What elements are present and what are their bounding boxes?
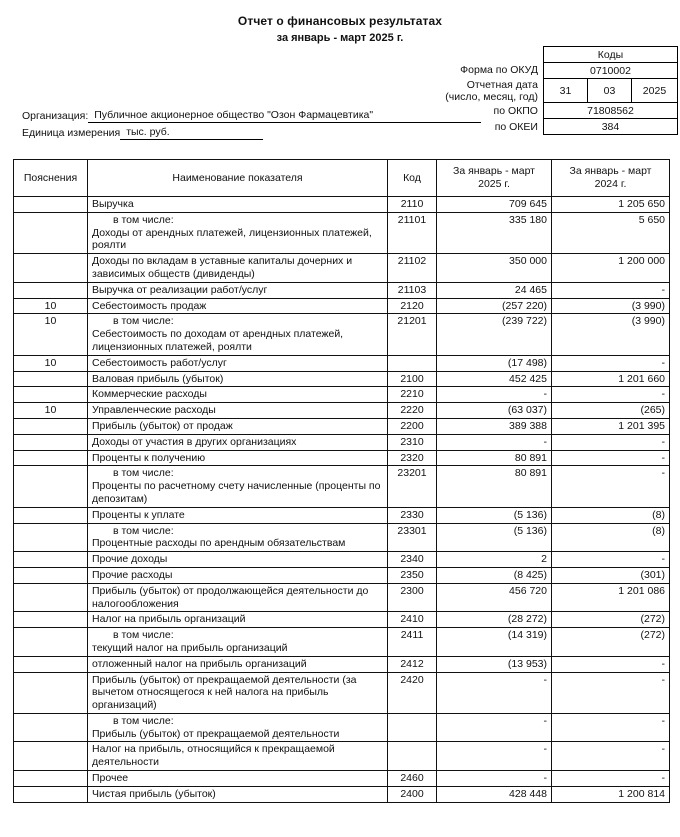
cell-previous-period-value: 1 200 814 (552, 786, 670, 802)
table-row (14, 355, 670, 371)
cell-indicator-name (88, 656, 388, 672)
cell-indicator-name (88, 567, 388, 583)
cell-previous-period-value: (265) (552, 403, 670, 419)
cell-code: 2100 (388, 371, 437, 387)
cell-code: 21201 (388, 314, 437, 355)
table-row (14, 282, 670, 298)
table-row (14, 771, 670, 787)
cell-previous-period-value: - (552, 282, 670, 298)
cell-code: 2412 (388, 656, 437, 672)
indicator-label: Себестоимость по доходам от арендных платежей, лицензионных платежей, роялти (92, 328, 344, 353)
page-title: Отчет о финансовых результатах (237, 14, 443, 28)
indicator-label: Налог на прибыль организаций (92, 613, 246, 626)
cell-previous-period-value: 5 650 (552, 212, 670, 253)
unit-value: тыс. руб. (120, 126, 263, 140)
cell-indicator-name (88, 355, 388, 371)
cell-previous-period-value: - (552, 672, 670, 713)
cell-indicator-name (88, 742, 388, 771)
cell-code: 21101 (388, 212, 437, 253)
cell-note (14, 612, 88, 628)
table-row (14, 786, 670, 802)
cell-previous-period-value: - (552, 742, 670, 771)
indicator-label: Прибыль (убыток) от продаж (92, 419, 233, 432)
cell-previous-period-value: 1 201 086 (552, 583, 670, 612)
report-date-month: 03 (587, 79, 631, 103)
cell-previous-period-value: (8) (552, 507, 670, 523)
cell-current-period-value: (257 220) (437, 298, 552, 314)
okpo-label: по ОКПО (493, 104, 538, 117)
cell-note: 10 (14, 403, 88, 419)
cell-indicator-name (88, 552, 388, 568)
okud-label: Форма по ОКУД (460, 64, 538, 77)
col-header-current-line1: За январь - март (452, 165, 535, 178)
cell-note (14, 466, 88, 507)
cell-code: 2411 (388, 628, 437, 657)
cell-previous-period-value: (272) (552, 612, 670, 628)
cell-indicator-name (88, 387, 388, 403)
cell-previous-period-value: - (552, 450, 670, 466)
cell-code: 2120 (388, 298, 437, 314)
cell-code: 2420 (388, 672, 437, 713)
cell-current-period-value: - (437, 387, 552, 403)
table-row (14, 212, 670, 253)
cell-note (14, 786, 88, 802)
cell-previous-period-value: 1 205 650 (552, 197, 670, 213)
indicator-label: Коммерческие расходы (92, 388, 207, 401)
table-row (14, 387, 670, 403)
cell-note (14, 672, 88, 713)
indicator-label: Прибыль (убыток) от продолжающейся деятельности до налогообложения (92, 584, 369, 610)
cell-note (14, 197, 88, 213)
indicator-label: Себестоимость продаж (92, 299, 207, 312)
table-row (14, 656, 670, 672)
indicator-label: Доходы от арендных платежей, лицензионных платежей, роялти (92, 226, 372, 252)
col-header-previous-line1: За январь - март (569, 165, 652, 178)
cell-code: 2110 (388, 197, 437, 213)
codes-caption-spacer (439, 47, 543, 63)
cell-code: 21103 (388, 282, 437, 298)
table-row (14, 298, 670, 314)
table-row (14, 466, 670, 507)
included-label: в том числе: (113, 213, 174, 226)
report-date-day: 31 (543, 79, 587, 103)
indicator-label: Проценты к уплате (92, 508, 185, 521)
indicator-label: текущий налог на прибыль организаций (92, 641, 288, 654)
cell-code: 23201 (388, 466, 437, 507)
cell-indicator-name (88, 612, 388, 628)
cell-previous-period-value: - (552, 387, 670, 403)
cell-previous-period-value: (301) (552, 567, 670, 583)
cell-previous-period-value: 1 201 395 (552, 418, 670, 434)
cell-note (14, 583, 88, 612)
table-row (14, 507, 670, 523)
okud-value: 0710002 (543, 63, 677, 79)
cell-note (14, 656, 88, 672)
cell-indicator-name (88, 403, 388, 419)
col-header-previous-line2: 2024 г. (594, 178, 627, 190)
cell-code: 2320 (388, 450, 437, 466)
table-header-row (14, 160, 670, 197)
cell-note (14, 450, 88, 466)
table-body (14, 197, 670, 803)
cell-code: 2350 (388, 567, 437, 583)
cell-previous-period-value: 1 201 660 (552, 371, 670, 387)
included-label: в том числе: (113, 629, 174, 642)
table-row (14, 197, 670, 213)
cell-previous-period-value: - (552, 656, 670, 672)
indicator-label: Прочие доходы (92, 553, 168, 566)
cell-note (14, 771, 88, 787)
cell-indicator-name (88, 314, 388, 355)
cell-indicator-name (88, 418, 388, 434)
cell-code: 2300 (388, 583, 437, 612)
cell-code: 2330 (388, 507, 437, 523)
cell-previous-period-value: - (552, 771, 670, 787)
report-date-label (439, 79, 543, 103)
cell-current-period-value: 428 448 (437, 786, 552, 802)
cell-indicator-name (88, 212, 388, 253)
cell-code (388, 713, 437, 742)
cell-current-period-value: (63 037) (437, 403, 552, 419)
cell-current-period-value: 80 891 (437, 466, 552, 507)
cell-previous-period-value: (3 990) (552, 298, 670, 314)
col-header-previous-period (552, 160, 670, 197)
indicator-label: Доходы от участия в других организациях (92, 435, 297, 448)
indicator-label: Доходы по вкладам в уставные капиталы дочерних и зависимых обществ (дивиденды) (92, 255, 353, 280)
report-date-year: 2025 (631, 79, 677, 103)
cell-current-period-value: 350 000 (437, 254, 552, 283)
cell-previous-period-value: (272) (552, 628, 670, 657)
indicator-label: Управленческие расходы (92, 404, 216, 417)
cell-note (14, 254, 88, 283)
indicator-label: Прибыль (убыток) от прекращаемой деятельности (92, 727, 340, 740)
indicator-label: Прочие расходы (92, 568, 173, 581)
cell-indicator-name (88, 466, 388, 507)
table-row (14, 628, 670, 657)
cell-previous-period-value: - (552, 713, 670, 742)
cell-current-period-value: (17 498) (437, 355, 552, 371)
indicator-label: Прочее (92, 772, 129, 785)
indicator-label: Выручка (92, 198, 134, 210)
cell-indicator-name (88, 583, 388, 612)
table-row (14, 552, 670, 568)
cell-previous-period-value: (8) (552, 523, 670, 552)
cell-note (14, 418, 88, 434)
table-row (14, 612, 670, 628)
indicator-label: Себестоимость работ/услуг (92, 356, 227, 369)
cell-note (14, 212, 88, 253)
cell-code (388, 355, 437, 371)
cell-note (14, 742, 88, 771)
cell-indicator-name (88, 450, 388, 466)
cell-indicator-name (88, 523, 388, 552)
cell-previous-period-value: (3 990) (552, 314, 670, 355)
document-header (0, 0, 680, 44)
indicator-label: отложенный налог на прибыль организаций (92, 657, 307, 670)
col-header-current-line2: 2025 г. (478, 178, 510, 190)
cell-indicator-name (88, 197, 388, 213)
col-header-indicator: Наименование показателя (88, 160, 388, 197)
unit-label: Единица измерения (22, 127, 121, 139)
indicator-label: Проценты по расчетному счету начисленные (проценты по депозитам) (92, 480, 381, 505)
cell-current-period-value: (239 722) (437, 314, 552, 355)
cell-previous-period-value: - (552, 355, 670, 371)
col-header-notes: Пояснения (14, 160, 88, 197)
cell-current-period-value: (5 136) (437, 523, 552, 552)
cell-current-period-value: (14 319) (437, 628, 552, 657)
cell-indicator-name (88, 434, 388, 450)
indicator-label: Валовая прибыль (убыток) (92, 372, 224, 385)
cell-current-period-value: (28 272) (437, 612, 552, 628)
cell-current-period-value: 709 645 (437, 197, 552, 213)
cell-current-period-value: 335 180 (437, 212, 552, 253)
cell-indicator-name (88, 786, 388, 802)
cell-previous-period-value: - (552, 552, 670, 568)
cell-current-period-value: (13 953) (437, 656, 552, 672)
cell-current-period-value: - (437, 742, 552, 771)
cell-current-period-value: 389 388 (437, 418, 552, 434)
cell-indicator-name (88, 298, 388, 314)
okei-value: 384 (543, 119, 677, 135)
financial-results-table (13, 159, 669, 803)
table-row (14, 314, 670, 355)
cell-note (14, 371, 88, 387)
included-label: в том числе: (113, 714, 174, 727)
cell-current-period-value: 24 465 (437, 282, 552, 298)
cell-indicator-name (88, 672, 388, 713)
cell-current-period-value: - (437, 672, 552, 713)
cell-current-period-value: - (437, 434, 552, 450)
cell-indicator-name (88, 254, 388, 283)
cell-note: 10 (14, 314, 88, 355)
table-row (14, 403, 670, 419)
indicator-label: Процентные расходы по арендным обязательствам (92, 537, 346, 550)
cell-note (14, 434, 88, 450)
cell-note (14, 507, 88, 523)
table-row (14, 418, 670, 434)
report-date-label-line1: Отчетная дата (466, 78, 538, 91)
indicator-label: Чистая прибыль (убыток) (92, 787, 216, 800)
table-row (14, 450, 670, 466)
cell-current-period-value: (5 136) (437, 507, 552, 523)
indicator-label: Проценты к получению (92, 451, 206, 464)
table-row (14, 567, 670, 583)
indicator-label: Налог на прибыль, относящийся к прекращаемой деятельности (92, 743, 335, 769)
okei-label: по ОКЕИ (494, 120, 538, 133)
table-row (14, 742, 670, 771)
table-row (14, 254, 670, 283)
included-label: в том числе: (113, 467, 174, 480)
cell-code: 23301 (388, 523, 437, 552)
cell-previous-period-value: - (552, 434, 670, 450)
cell-code: 2200 (388, 418, 437, 434)
cell-current-period-value: - (437, 713, 552, 742)
included-label: в том числе: (113, 524, 174, 537)
organization-label: Организация: (22, 110, 89, 122)
cell-current-period-value: 80 891 (437, 450, 552, 466)
cell-current-period-value: 452 425 (437, 371, 552, 387)
page-subtitle: за январь - март 2025 г. (276, 32, 404, 44)
table-row (14, 523, 670, 552)
cell-note (14, 282, 88, 298)
organization-block (0, 106, 680, 140)
cell-note (14, 713, 88, 742)
cell-code: 2340 (388, 552, 437, 568)
cell-code: 2400 (388, 786, 437, 802)
cell-indicator-name (88, 713, 388, 742)
cell-note (14, 387, 88, 403)
organization-value: Публичное акционерное общество "Озон Фармацевтика" (88, 109, 481, 123)
cell-code (388, 742, 437, 771)
cell-current-period-value: 456 720 (437, 583, 552, 612)
cell-indicator-name (88, 628, 388, 657)
cell-indicator-name (88, 507, 388, 523)
cell-previous-period-value: 1 200 000 (552, 254, 670, 283)
cell-indicator-name (88, 282, 388, 298)
cell-note (14, 628, 88, 657)
col-header-code: Код (388, 160, 437, 197)
cell-note (14, 567, 88, 583)
col-header-current-period (437, 160, 552, 197)
cell-code: 2220 (388, 403, 437, 419)
indicator-label: Выручка от реализации работ/услуг (92, 283, 268, 296)
cell-current-period-value: 2 (437, 552, 552, 568)
indicator-label: Прибыль (убыток) от прекращаемой деятельности (за вычетом относящегося к ней налога на прибыль организаций) (92, 673, 357, 712)
cell-current-period-value: - (437, 771, 552, 787)
table-row (14, 713, 670, 742)
table-row (14, 371, 670, 387)
cell-previous-period-value: - (552, 466, 670, 507)
cell-code: 2460 (388, 771, 437, 787)
cell-note (14, 523, 88, 552)
cell-indicator-name (88, 371, 388, 387)
cell-code: 21102 (388, 254, 437, 283)
included-label: в том числе: (113, 315, 174, 328)
cell-indicator-name (88, 771, 388, 787)
cell-note: 10 (14, 355, 88, 371)
cell-note (14, 552, 88, 568)
cell-code: 2310 (388, 434, 437, 450)
codes-caption: Коды (543, 47, 677, 63)
table-row (14, 434, 670, 450)
cell-note: 10 (14, 298, 88, 314)
cell-current-period-value: (8 425) (437, 567, 552, 583)
cell-code: 2210 (388, 387, 437, 403)
table-row (14, 672, 670, 713)
organization-row (0, 106, 680, 123)
cell-code: 2410 (388, 612, 437, 628)
report-date-label-line2: (число, месяц, год) (445, 90, 538, 103)
table-row (14, 583, 670, 612)
okpo-value: 71808562 (543, 103, 677, 119)
unit-row (0, 123, 680, 140)
